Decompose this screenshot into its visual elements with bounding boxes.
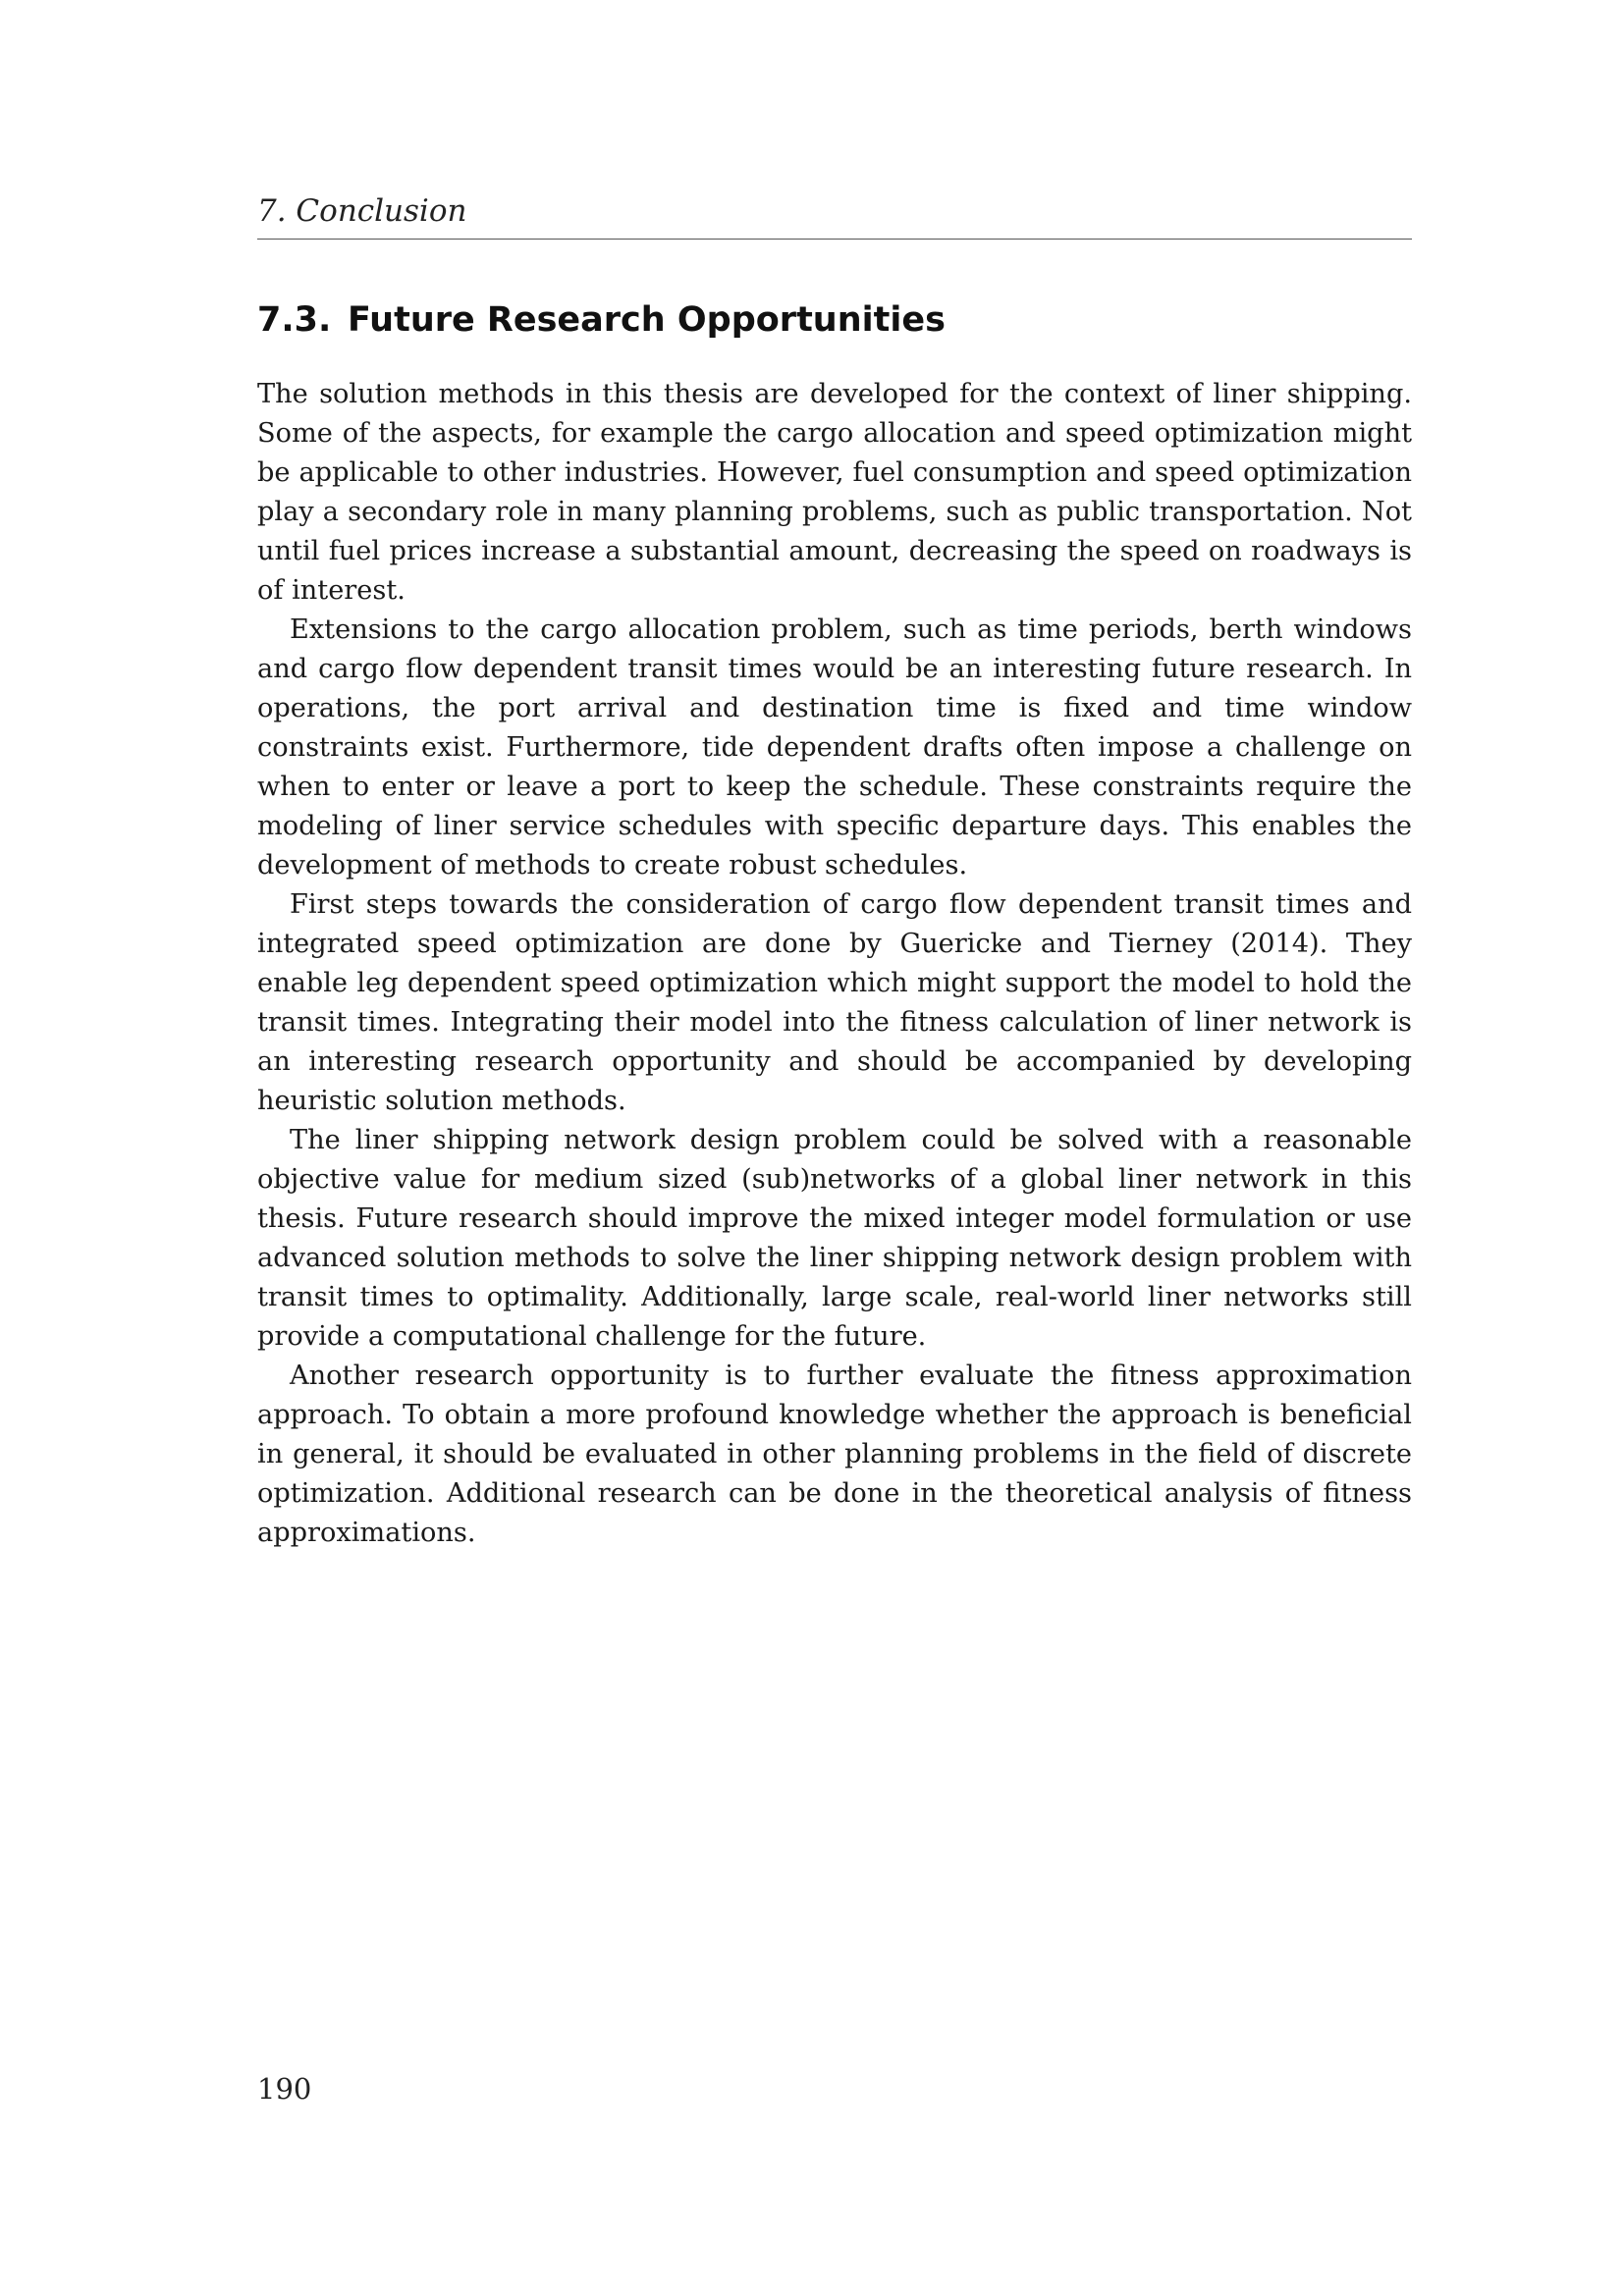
paragraph-1: The solution methods in this thesis are developed for the context of liner shipping. Some of the aspects, for example the cargo allocation and speed optimization might be applicable to other industries. However, fuel consumption and speed optimization play a secondary role in many planning problems, such as public transportation. Not until fuel prices increase a substantial amount, decreasing the speed on roadways is of interest. xyxy=(257,379,1412,606)
page-number: 190 xyxy=(257,2072,312,2106)
section-heading xyxy=(257,296,1412,344)
paragraph-3: First steps towards the consideration of cargo flow dependent transit times and integrated speed optimization are done by Guericke and Tierney (2014). They enable leg dependent speed optimization which might support the model to hold the transit times. Integrating their model into the fitness calculation of liner network is an interesting research opportunity and should be accompanied by developing heuristic solution methods. xyxy=(257,889,1412,1116)
paragraph-4: The liner shipping network design problem could be solved with a reasonable objective value for medium sized (sub)networks of a global liner network in this thesis. Future research should improve the mixed integer model formulation or use advanced solution methods to solve the liner shipping network design problem with transit times to optimality. Additionally, large scale, real-world liner networks still provide a computational challenge for the future. xyxy=(257,1125,1412,1352)
paragraph-5: Another research opportunity is to further evaluate the fitness approximation approach. To obtain a more profound knowledge whether the approach is beneficial in general, it should be evaluated in other planning problems in the field of discrete optimization. Additional research can be done in the theoretical analysis of fitness approximations. xyxy=(257,1361,1412,1548)
running-header: 7. Conclusion xyxy=(257,193,467,229)
header-rule xyxy=(257,239,1412,240)
body-text xyxy=(257,375,1412,1553)
section-number: 7.3. xyxy=(257,300,332,340)
paragraph-2: Extensions to the cargo allocation problem, such as time periods, berth windows and cargo flow dependent transit times would be an interesting future research. In operations, the port arrival and destination time is fixed and time window constraints exist. Furthermore, tide dependent drafts often impose a challenge on when to enter or leave a port to keep the schedule. These constraints require the modeling of liner service schedules with specific departure days. This enables the development of methods to create robust schedules. xyxy=(257,614,1412,881)
section-title: Future Research Opportunities xyxy=(348,300,946,340)
